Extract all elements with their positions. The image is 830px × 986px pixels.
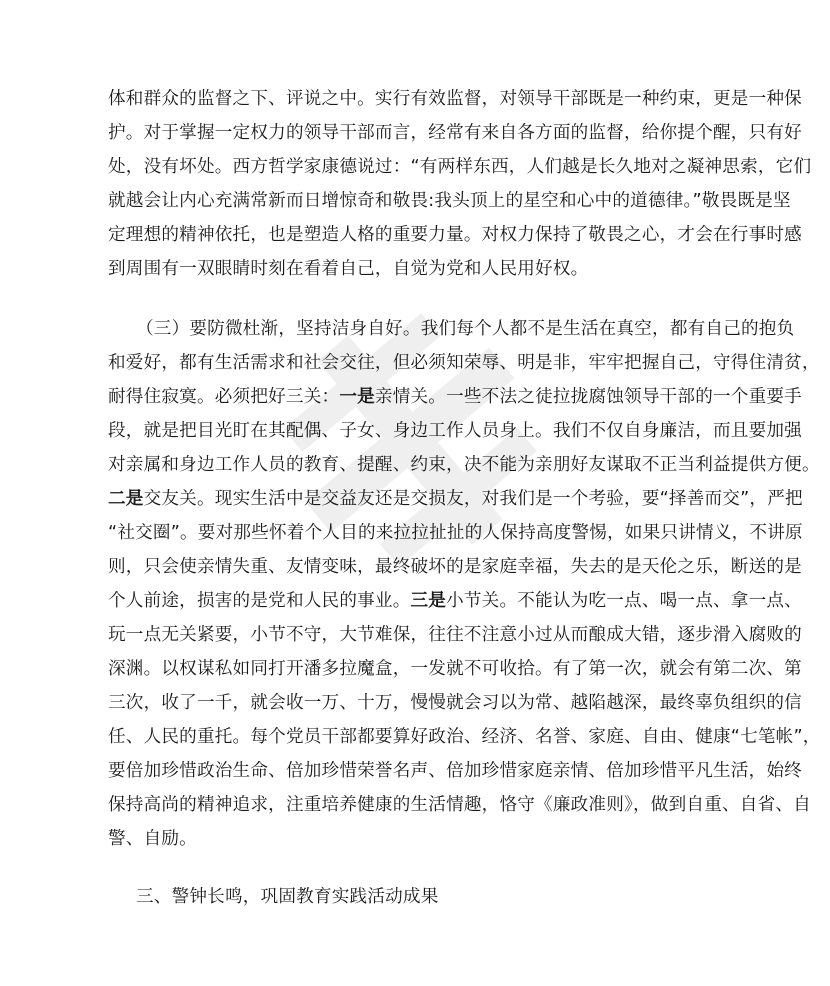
paragraph-line: [108, 484, 803, 514]
paragraph-line: 定理想的精神依托，也是塑造人格的重要力量。对权力保持了敬畏之心，才会在行事时感: [108, 225, 802, 245]
text-segment: 个人前途，损害的是党和人民的事业。: [108, 591, 411, 611]
paragraph-line: 玩一点无关紧要，小节不守，大节难保，往往不注意小过从而酿成大错，逐步滑入腐败的: [108, 625, 802, 645]
paragraph-line: 保持高尚的精神追求，注重培养健康的生活情趣，恪守《廉政准则》，做到自重、自省、自: [108, 795, 811, 815]
paragraph-line: 则，只会使亲情失重、友情变味，最终破坏的是家庭幸福，失去的是天伦之乐，断送的是: [108, 557, 802, 577]
paragraph-line: 到周围有一双眼睛时刻在看着自己，自觉为党和人民用好权。: [108, 259, 589, 279]
bold-label-three: 三是: [410, 591, 447, 611]
section-heading: 三、警钟长鸣，巩固教育实践活动成果: [136, 887, 439, 907]
paragraph-line: [108, 586, 802, 616]
paragraph-line: 对亲属和身边工作人员的教育、提醒、约束，决不能为亲朋好友谋取不正当利益提供方便。: [108, 455, 820, 475]
paragraph-line: 三次，收了一千，就会收一万、十万，慢慢就会习以为常、越陷越深，最终辜负组织的信: [108, 693, 802, 713]
paragraph-line: 就越会让内心充满常新而日增惊奇和敬畏:我头顶上的星空和心中的道德律。”敬畏既是坚: [108, 191, 791, 211]
paragraph-line: 段，就是把目光盯在其配偶、子女、身边工作人员身上。我们不仅自身廉洁，而且要加强: [108, 421, 802, 441]
paragraph-line: （三）要防微杜渐，坚持洁身自好。我们每个人都不是生活在真空，都有自己的抱负: [136, 319, 795, 339]
paragraph-line: 和爱好，都有生活需求和社会交往，但必须知荣辱、明是非，牢牢把握自己，守得住清贫，: [108, 353, 820, 373]
bold-label-one: 一是: [339, 387, 375, 407]
paragraph-line: 要倍加珍惜政治生命、倍加珍惜荣誉名声、倍加珍惜家庭亲情、倍加珍惜平凡生活，始终: [108, 761, 802, 781]
paragraph-line: 护。对于掌握一定权力的领导干部而言，经常有来自各方面的监督，给你提个醒，只有好: [108, 123, 802, 143]
paragraph-line: 体和群众的监督之下、评说之中。实行有效监督，对领导干部既是一种约束，更是一种保: [108, 89, 802, 109]
text-segment: 交友关。现实生活中是交益友还是交损友，对我们是一个考验，要“择善而交”，严把: [143, 489, 803, 509]
paragraph-line: 处，没有坏处。西方哲学家康德说过：“有两样东西，人们越是长久地对之凝神思索，它们: [108, 157, 812, 177]
text-segment: 亲情关。一些不法之徒拉拢腐蚀领导干部的一个重要手: [374, 387, 802, 407]
paragraph-line: “社交圈”。要对那些怀着个人目的来拉拉扯扯的人保持高度警惕，如果只讲情义，不讲原: [108, 523, 803, 543]
paragraph-line: 警、自励。: [108, 829, 197, 849]
paragraph-line: [108, 382, 802, 412]
bold-label-two: 二是: [108, 489, 144, 509]
paragraph-line: 任、人民的重托。每个党员干部都要算好政治、经济、名誉、家庭、自由、健康“七笔帐”，: [108, 727, 821, 747]
paragraph-line: 深渊。以权谋私如同打开潘多拉魔盒，一发就不可收拾。有了第一次，就会有第二次、第: [108, 659, 802, 679]
text-segment: 耐得住寂寞。必须把好三关：: [108, 387, 340, 407]
text-segment: 小节关。不能认为吃一点、喝一点、拿一点、: [446, 591, 802, 611]
